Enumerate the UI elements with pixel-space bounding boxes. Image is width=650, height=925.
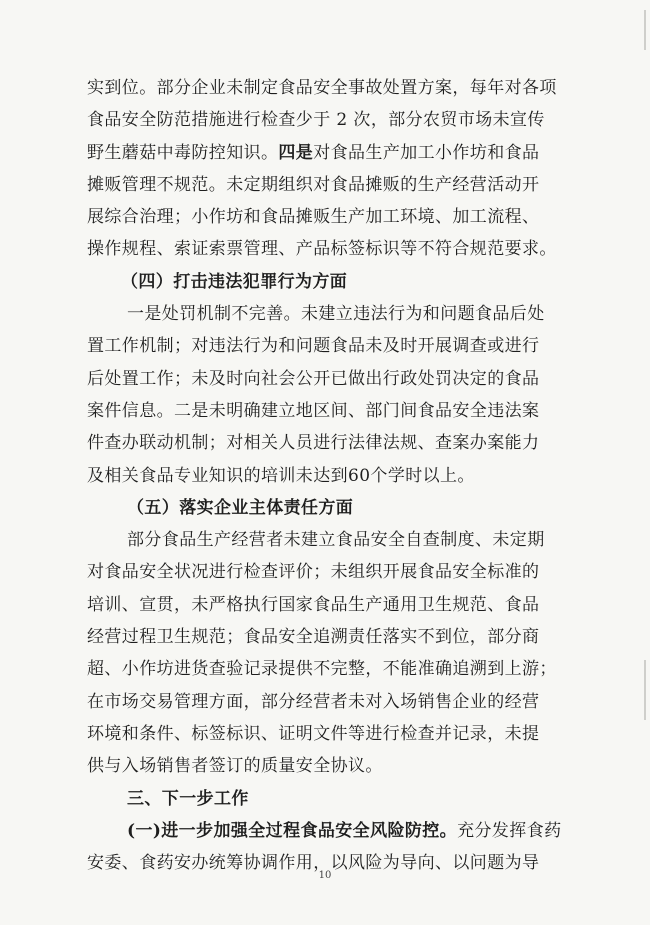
text-run: 置工作机制；对违法行为和问题食品未及时开展调查或进行 — [87, 336, 540, 357]
text-line — [87, 298, 593, 330]
text-line — [87, 589, 593, 621]
text-run: 野生蘑菇中毒防控知识。 — [87, 142, 279, 163]
text-run: 在市场交易管理方面，部分经营者未对入场销售企业的经营 — [87, 691, 540, 712]
text-line — [87, 233, 593, 265]
text-run: 一是处罚机制不完善。未建立违法行为和问题食品后处 — [127, 304, 545, 325]
section-heading-5 — [87, 492, 593, 524]
text-line — [87, 556, 593, 588]
scan-edge-mark — [644, 660, 646, 720]
section-heading-3 — [87, 783, 593, 815]
text-run: 实到位。部分企业未制定食品安全事故处置方案，每年对各项 — [87, 78, 557, 98]
text-line — [87, 201, 593, 233]
text-line — [87, 169, 593, 201]
text-run: 件查办联动机制；对相关人员进行法律法规、查案办案能力 — [87, 433, 540, 454]
text-run: 供与入场销售者签订的质量安全协议。 — [87, 756, 383, 777]
text-run: 超、小作坊进货查验记录提供不完整，不能准确追溯到上游； — [87, 659, 557, 680]
text-line — [87, 653, 593, 685]
text-line — [87, 72, 593, 104]
bold-run: 四是 — [278, 142, 314, 163]
text-run: 对食品生产加工小作坊和食品 — [313, 142, 540, 163]
text-run: 经营过程卫生规范；食品安全追溯责任落实不到位，部分商 — [87, 627, 540, 648]
heading-text: 三、下一步工作 — [127, 788, 249, 809]
heading-text: （五）落实企业主体责任方面 — [127, 497, 354, 518]
text-run: 展综合治理；小作坊和食品摊贩生产加工环境、加工流程、 — [87, 207, 540, 228]
text-run: 培训、宣贯，未严格执行国家食品生产通用卫生规范、食品 — [87, 594, 540, 615]
text-line — [87, 524, 593, 556]
text-run: 对食品安全状况进行检查评价；未组织开展食品安全标准的 — [87, 562, 540, 583]
text-line — [87, 621, 593, 653]
text-run: 充分发挥食药 — [457, 820, 562, 841]
heading-text: （四）打击违法犯罪行为方面 — [121, 271, 348, 292]
page-number: 10 — [318, 870, 332, 881]
text-line — [87, 718, 593, 750]
text-run: 安委、食药安办统筹协调作用，以风险为导向、以问题为导 — [87, 853, 540, 874]
text-run: 食品安全防范措施进行检查少于 2 次，部分农贸市场未宣传 — [87, 110, 545, 131]
text-run: 操作规程、索证索票管理、产品标签标识等不符合规范要求。 — [87, 239, 557, 260]
text-line — [87, 427, 593, 459]
text-line — [87, 330, 593, 362]
text-line — [87, 460, 593, 492]
document-body — [87, 72, 593, 879]
text-line — [87, 686, 593, 718]
text-line — [87, 395, 593, 427]
text-run: 环境和条件、标签标识、证明文件等进行检查并记录，未提 — [87, 723, 540, 744]
text-run: 后处置工作；未及时向社会公开已做出行政处罚决定的食品 — [87, 368, 540, 389]
text-line — [87, 137, 593, 169]
section-heading-4 — [87, 266, 593, 298]
scan-edge-mark — [644, 10, 646, 50]
text-run: 及相关食品专业知识的培训未达到60个学时以上。 — [87, 465, 475, 486]
text-line — [87, 104, 593, 136]
text-line — [87, 363, 593, 395]
text-run: 案件信息。二是未明确建立地区间、部门间食品安全违法案 — [87, 400, 540, 421]
text-line — [87, 750, 593, 782]
text-run: 摊贩管理不规范。未定期组织对食品摊贩的生产经营活动开 — [87, 174, 540, 195]
bold-run: (一)进一步加强全过程食品安全风险防控。 — [127, 820, 458, 841]
text-run: 部分食品生产经营者未建立食品安全自查制度、未定期 — [127, 530, 545, 551]
text-line — [87, 815, 593, 847]
